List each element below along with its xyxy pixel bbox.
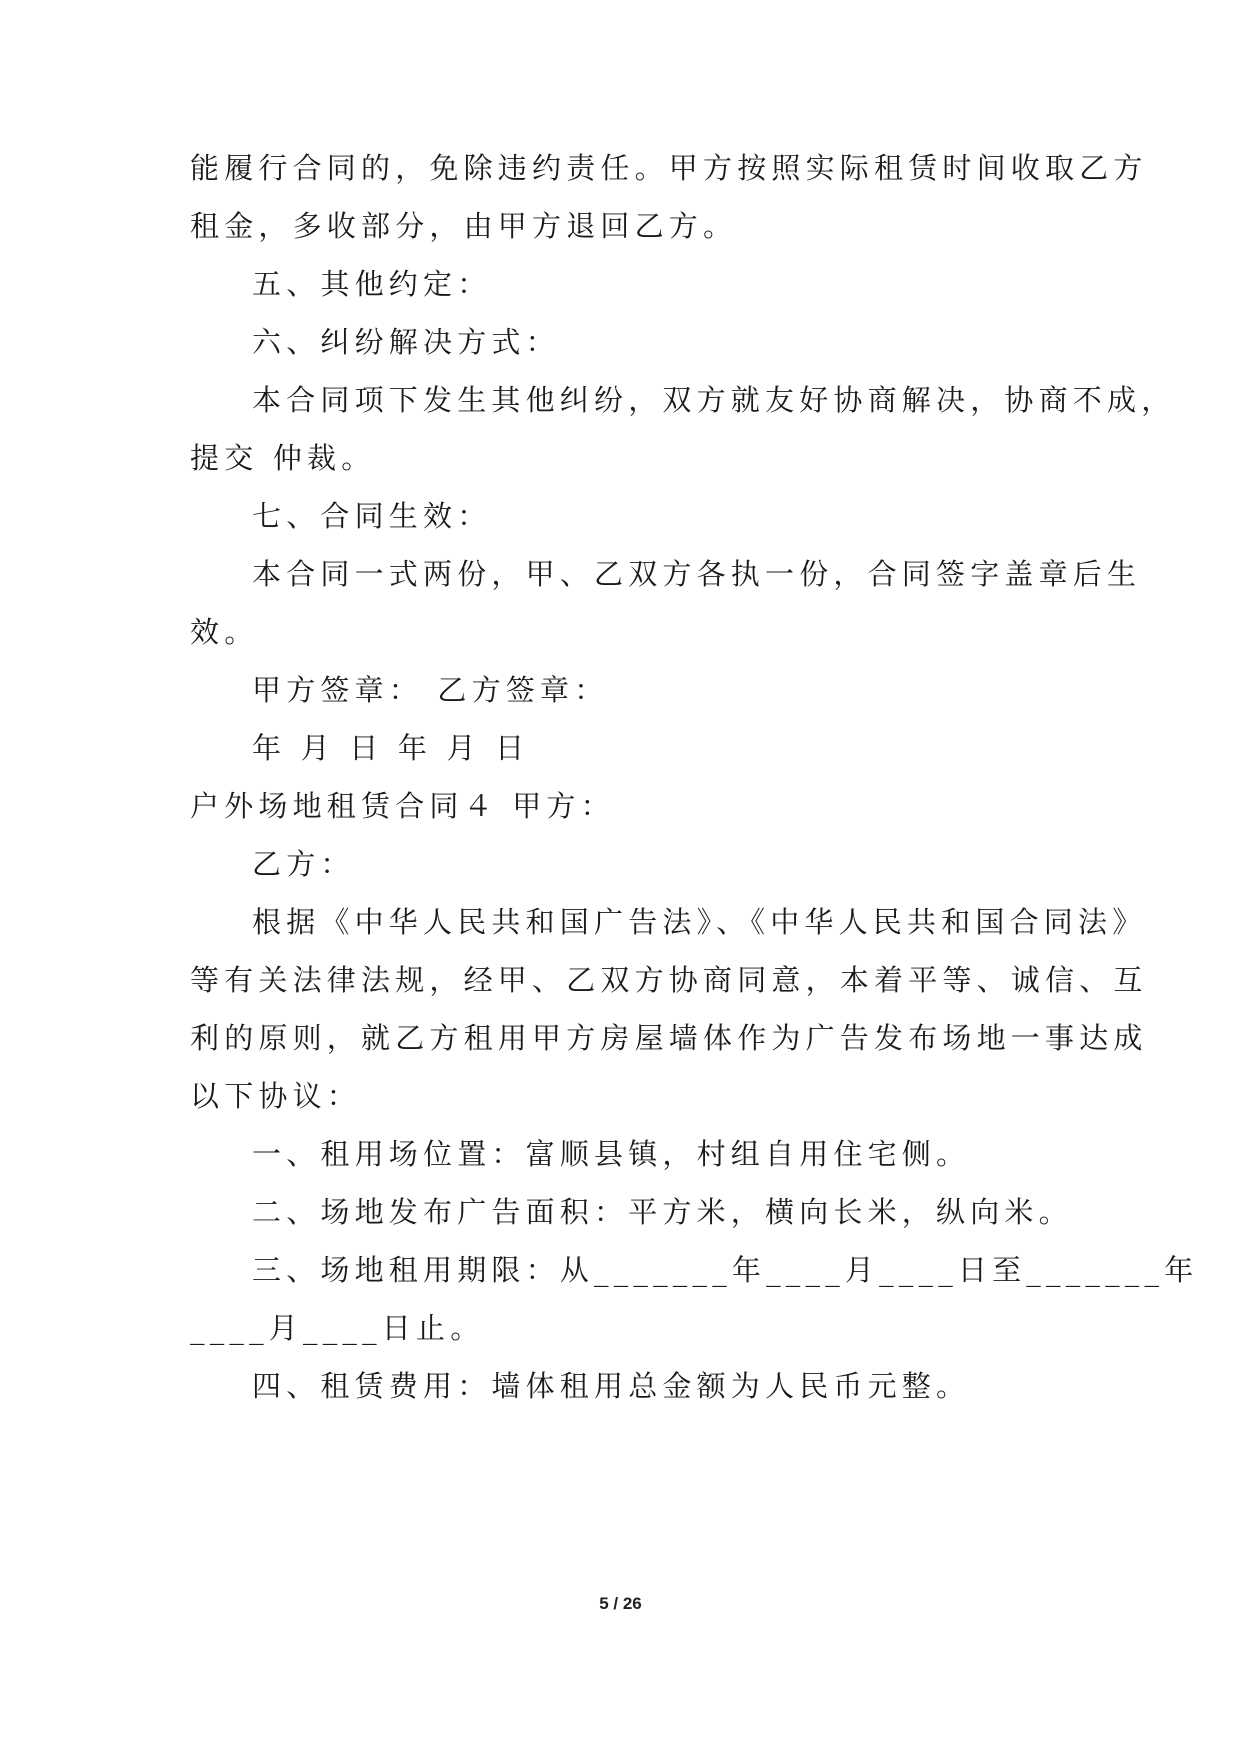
clause-line: 三、场地租用期限：从_______年____月____日至_______年 (252, 1253, 1199, 1287)
body-text-line: 以下协议： (190, 1079, 362, 1113)
body-text-line: 等有关法律法规，经甲、乙双方协商同意，本着平等、诚信、互 (190, 963, 1148, 997)
body-text-line: 利的原则，就乙方租用甲方房屋墙体作为广告发布场地一事达成 (190, 1021, 1148, 1055)
contract-title: 户外场地租赁合同４ 甲方： (190, 789, 615, 823)
clause-line: ____月____日止。 (190, 1311, 485, 1345)
section-heading: 六、纠纷解决方式： (252, 325, 560, 359)
body-text-line: 效。 (190, 615, 259, 649)
signature-line: 甲方签章： 乙方签章： (252, 673, 609, 707)
body-text-line: 租金，多收部分，由甲方退回乙方。 (190, 209, 738, 243)
body-text-line: 根据《中华人民共和国广告法》、《中华人民共和国合同法》 (252, 905, 1147, 939)
section-heading: 五、其他约定： (252, 267, 492, 301)
date-line: 年 月 日 年 月 日 (252, 731, 530, 765)
body-text-line: 本合同一式两份，甲、乙双方各执一份，合同签字盖章后生 (252, 557, 1142, 591)
clause-line: 四、租赁费用：墙体租用总金额为人民币元整。 (252, 1369, 971, 1403)
clause-line: 一、租用场位置：富顺县镇，村组自用住宅侧。 (252, 1137, 971, 1171)
clause-line: 二、场地发布广告面积：平方米，横向长米，纵向米。 (252, 1195, 1073, 1229)
body-text-line: 能履行合同的，免除违约责任。甲方按照实际租赁时间收取乙方 (190, 151, 1148, 185)
section-heading: 七、合同生效： (252, 499, 492, 533)
body-text-line: 提交 仲裁。 (190, 441, 376, 475)
page-number: 5 / 26 (599, 1594, 642, 1613)
body-text-line: 本合同项下发生其他纠纷，双方就友好协商解决，协商不成， (252, 383, 1176, 417)
party-line: 乙方： (252, 847, 355, 881)
